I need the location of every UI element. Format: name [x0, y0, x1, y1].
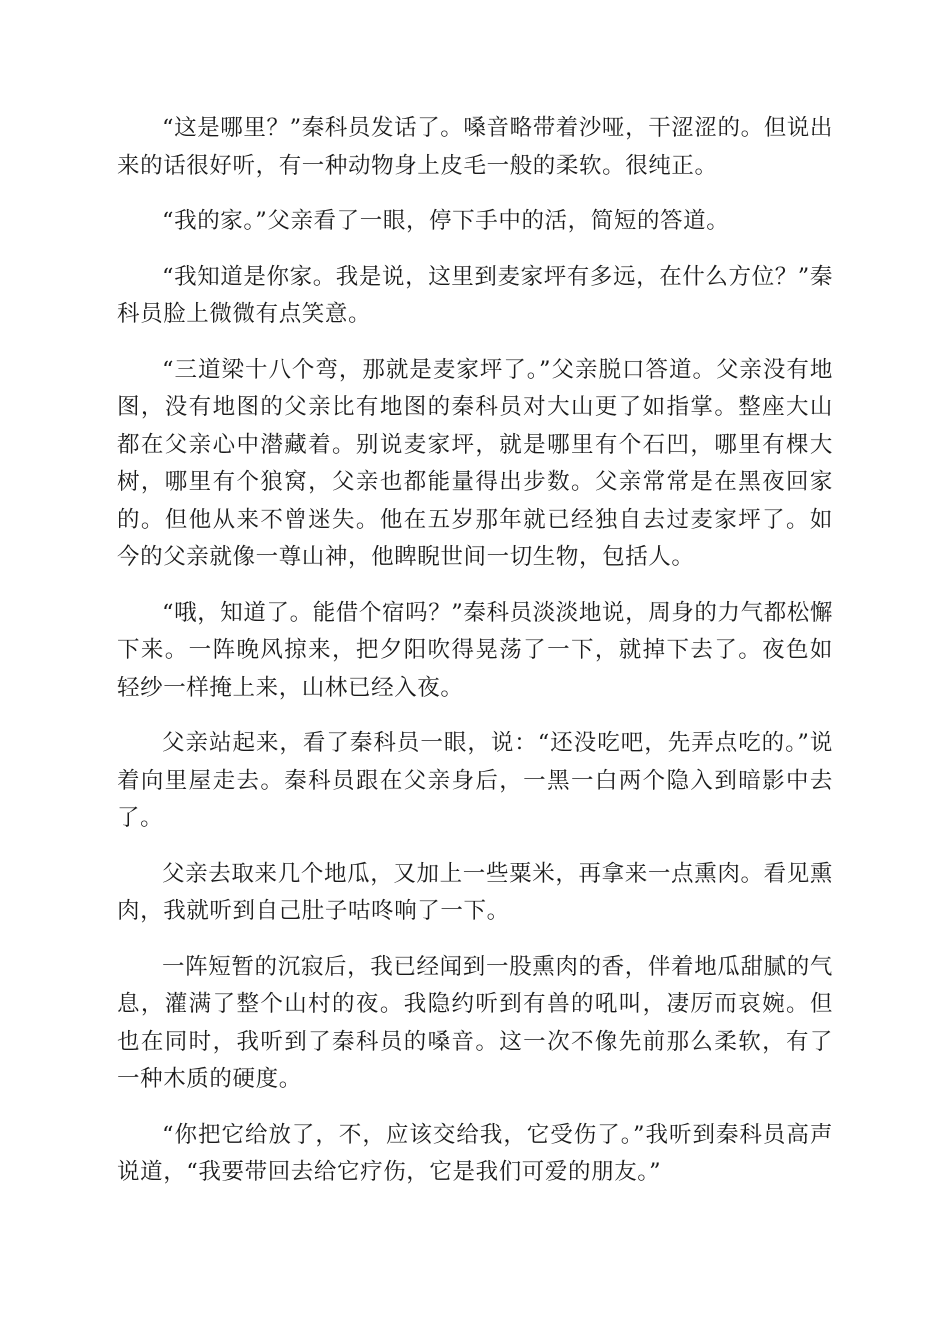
paragraph-6: 父亲站起来，看了秦科员一眼，说：“还没吃吧，先弄点吃的。”说着向里屋走去。秦科员跟在父亲身后，一黑一白两个隐入到暗影中去了。 — [117, 730, 833, 831]
paragraph-7: 父亲去取来几个地瓜，又加上一些粟米，再拿来一点熏肉。看见熏肉，我就听到自己肚子咕咚响了一下。 — [117, 860, 833, 924]
paragraph-2: “我的家。”父亲看了一眼，停下手中的活，简短的答道。 — [162, 208, 730, 234]
paragraph-3: “我知道是你家。我是说，这里到麦家坪有多远，在什么方位？”秦科员脸上微微有点笑意。 — [117, 263, 834, 327]
paragraph-8: 一阵短暂的沉寂后，我已经闻到一股熏肉的香，伴着地瓜甜腻的气息，灌满了整个山村的夜。我隐约听到有兽的吼叫，凄厉而哀婉。但也在同时，我听到了秦科员的嗓音。这一次不像先前那么柔软，有了一种木质的硬度。 — [117, 953, 833, 1092]
paragraph-1: “这是哪里？”秦科员发话了。嗓音略带着沙哑，干涩涩的。但说出来的话很好听，有一种动物身上皮毛一般的柔软。很纯正。 — [117, 115, 834, 179]
article-body — [117, 110, 833, 1210]
paragraph-4: “三道梁十八个弯，那就是麦家坪了。”父亲脱口答道。父亲没有地图，没有地图的父亲比有地图的秦科员对大山更了如指掌。整座大山都在父亲心中潜藏着。别说麦家坪，就是哪里有个石凹，哪里有棵大树，哪里有个狼窝，父亲也都能量得出步数。父亲常常是在黑夜回家的。但他从来不曾迷失。他在五岁那年就已经独自去过麦家坪了。如今的父亲就像一尊山神，他睥睨世间一切生物，包括人。 — [117, 356, 833, 570]
paragraph-5: “哦，知道了。能借个宿吗？”秦科员淡淡地说，周身的力气都松懈下来。一阵晚风掠来，把夕阳吹得晃荡了一下，就掉下去了。夜色如轻纱一样掩上来，山林已经入夜。 — [117, 599, 834, 701]
paragraph-9: “你把它给放了，不，应该交给我，它受伤了。”我听到秦科员高声说道，“我要带回去给它疗伤，它是我们可爱的朋友。” — [117, 1121, 833, 1185]
